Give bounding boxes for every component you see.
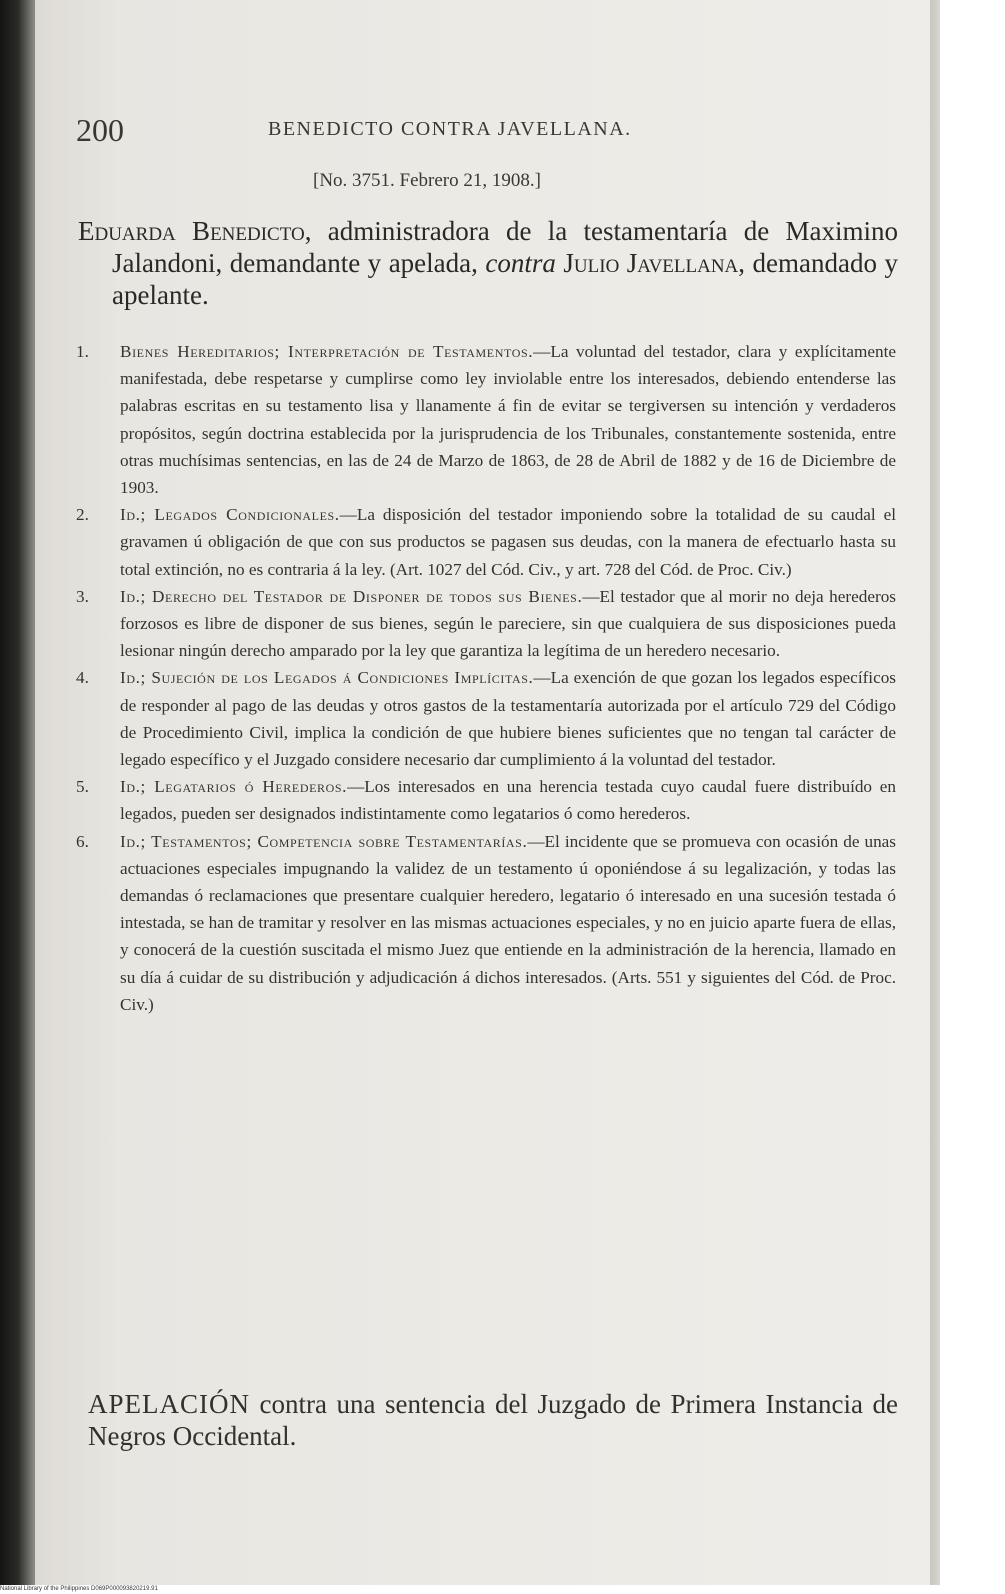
syllabus <box>76 338 896 1018</box>
syllabus-number: 4. <box>76 668 89 688</box>
syllabus-number: 5. <box>76 777 89 797</box>
syllabus-text: —La disposición del testador imponiendo sobre la totalidad de su caudal el gravamen ú obligación de que con sus productos se pagasen sus deudas, con la manera de efectuarlo hasta su total extinción, no es contraria á la ley. (Art. 1027 del Cód. Civ., y art. 728 del Cód. de Proc. Civ.) <box>120 505 896 579</box>
plaintiff-role: , administradora de la testamentaría de Maximino Jalandoni, demandante y apelada, <box>112 216 899 278</box>
versus: contra <box>485 248 556 278</box>
page-edge <box>930 0 940 1585</box>
syllabus-item <box>76 664 896 773</box>
syllabus-body <box>120 773 896 827</box>
defendant-name: Julio Javellana <box>563 248 739 278</box>
syllabus-item <box>76 828 896 1018</box>
book-gutter-shadow <box>0 0 35 1585</box>
syllabus-heading: Id.; Sujeción de los Legados á Condiciones Implícitas. <box>120 668 534 688</box>
case-number: [No. 3751. Febrero 21, 1908.] <box>313 170 541 191</box>
syllabus-item <box>76 583 896 665</box>
syllabus-heading: Id.; Legatarios ó Herederos. <box>120 777 348 797</box>
syllabus-text: —El incidente que se promueva con ocasión de unas actuaciones especiales impugnando la validez de un testamento ú oponiéndose á su legalización, y todas las demandas ó reclamaciones que presentare cualquier heredero, legatario ó interesado en una sucesión testada ó intestada, se han de tramitar y resolver en las mismas actuaciones especiales, y no en juicio aparte fuera de ellas, y conocerá de la cuestión suscitada el mismo Juez que entiende en la administración de la herencia, llamado en su día á cuidar de su distribución y adjudicación á dichos interesados. (Arts. 551 y siguientes del Cód. de Proc. Civ.) <box>120 831 896 1014</box>
syllabus-number: 6. <box>76 831 89 851</box>
syllabus-body <box>120 664 896 773</box>
syllabus-body <box>120 828 896 1018</box>
syllabus-number: 3. <box>76 586 89 606</box>
appeal-text: contra una sentencia del Juzgado de Primera Instancia de Negros Occidental. <box>88 1389 898 1451</box>
running-head: BENEDICTO CONTRA JAVELLANA. <box>268 118 632 140</box>
syllabus-heading: Id.; Legados Condicionales. <box>120 505 340 525</box>
syllabus-body <box>120 338 896 501</box>
syllabus-heading: Id.; Testamentos; Competencia sobre Testamentarías. <box>120 831 528 851</box>
parties-paragraph <box>78 215 898 311</box>
syllabus-number: 1. <box>76 342 89 361</box>
scan-footer: National Library of the Philippines D069P000093820219.91 <box>0 1586 158 1592</box>
syllabus-body <box>120 501 896 583</box>
appeal-statement <box>88 1388 898 1452</box>
syllabus-text: —La voluntad del testador, clara y explícitamente manifestada, debe respetarse y cumplirse como ley inviolable entre los interesados, debiendo entenderse las palabras escritas en su testamento lisa y llanamente á fin de evitar se tergiversen su intención y verdaderos propósitos, según doctrina establecida por la jurisprudencia de los Tribunales, constantemente sostenida, entre otras muchísimas sentencias, en las de 24 de Marzo de 1863, de 28 de Abril de 1882 y de 16 de Diciembre de 1903. <box>120 342 896 498</box>
syllabus-heading: Id.; Derecho del Testador de Disponer de todos sus Bienes. <box>120 586 583 606</box>
syllabus-text: —Los interesados en una herencia testada cuyo caudal fuere distribuído en legados, pueden ser designados indistintamente como legatarios ó como herederos. <box>120 777 896 824</box>
plaintiff-name: Eduarda Benedicto <box>78 216 305 246</box>
syllabus-text: —La exención de que gozan los legados específicos de responder al pago de las deudas y otros gastos de la testamentaría autorizada por el artículo 729 del Código de Procedimiento Civil, implica la condición de que hubiere bienes suficientes que no tengan tal carácter de legado específico y el Juzgado considere necesario dar cumplimiento á la voluntad del testador. <box>120 668 896 770</box>
syllabus-item <box>76 773 896 827</box>
syllabus-heading: Bienes Hereditarios; Interpretación de Testamentos. <box>120 342 534 361</box>
syllabus-text: —El testador que al morir no deja herederos forzosos es libre de disponer de sus bienes, según le pareciere, sin que cualquiera de sus disposiciones pueda lesionar ningún derecho amparado por la ley que garantiza la legítima de un heredero necesario. <box>120 586 896 661</box>
syllabus-body <box>120 583 896 665</box>
syllabus-item <box>76 501 896 583</box>
page-number: 200 <box>76 112 124 148</box>
defendant-role: , demandado y apelante. <box>112 248 898 310</box>
syllabus-number: 2. <box>76 505 89 525</box>
syllabus-item <box>76 338 896 501</box>
appeal-lead: APELACIÓN <box>88 1389 250 1419</box>
case-parties <box>78 215 898 311</box>
